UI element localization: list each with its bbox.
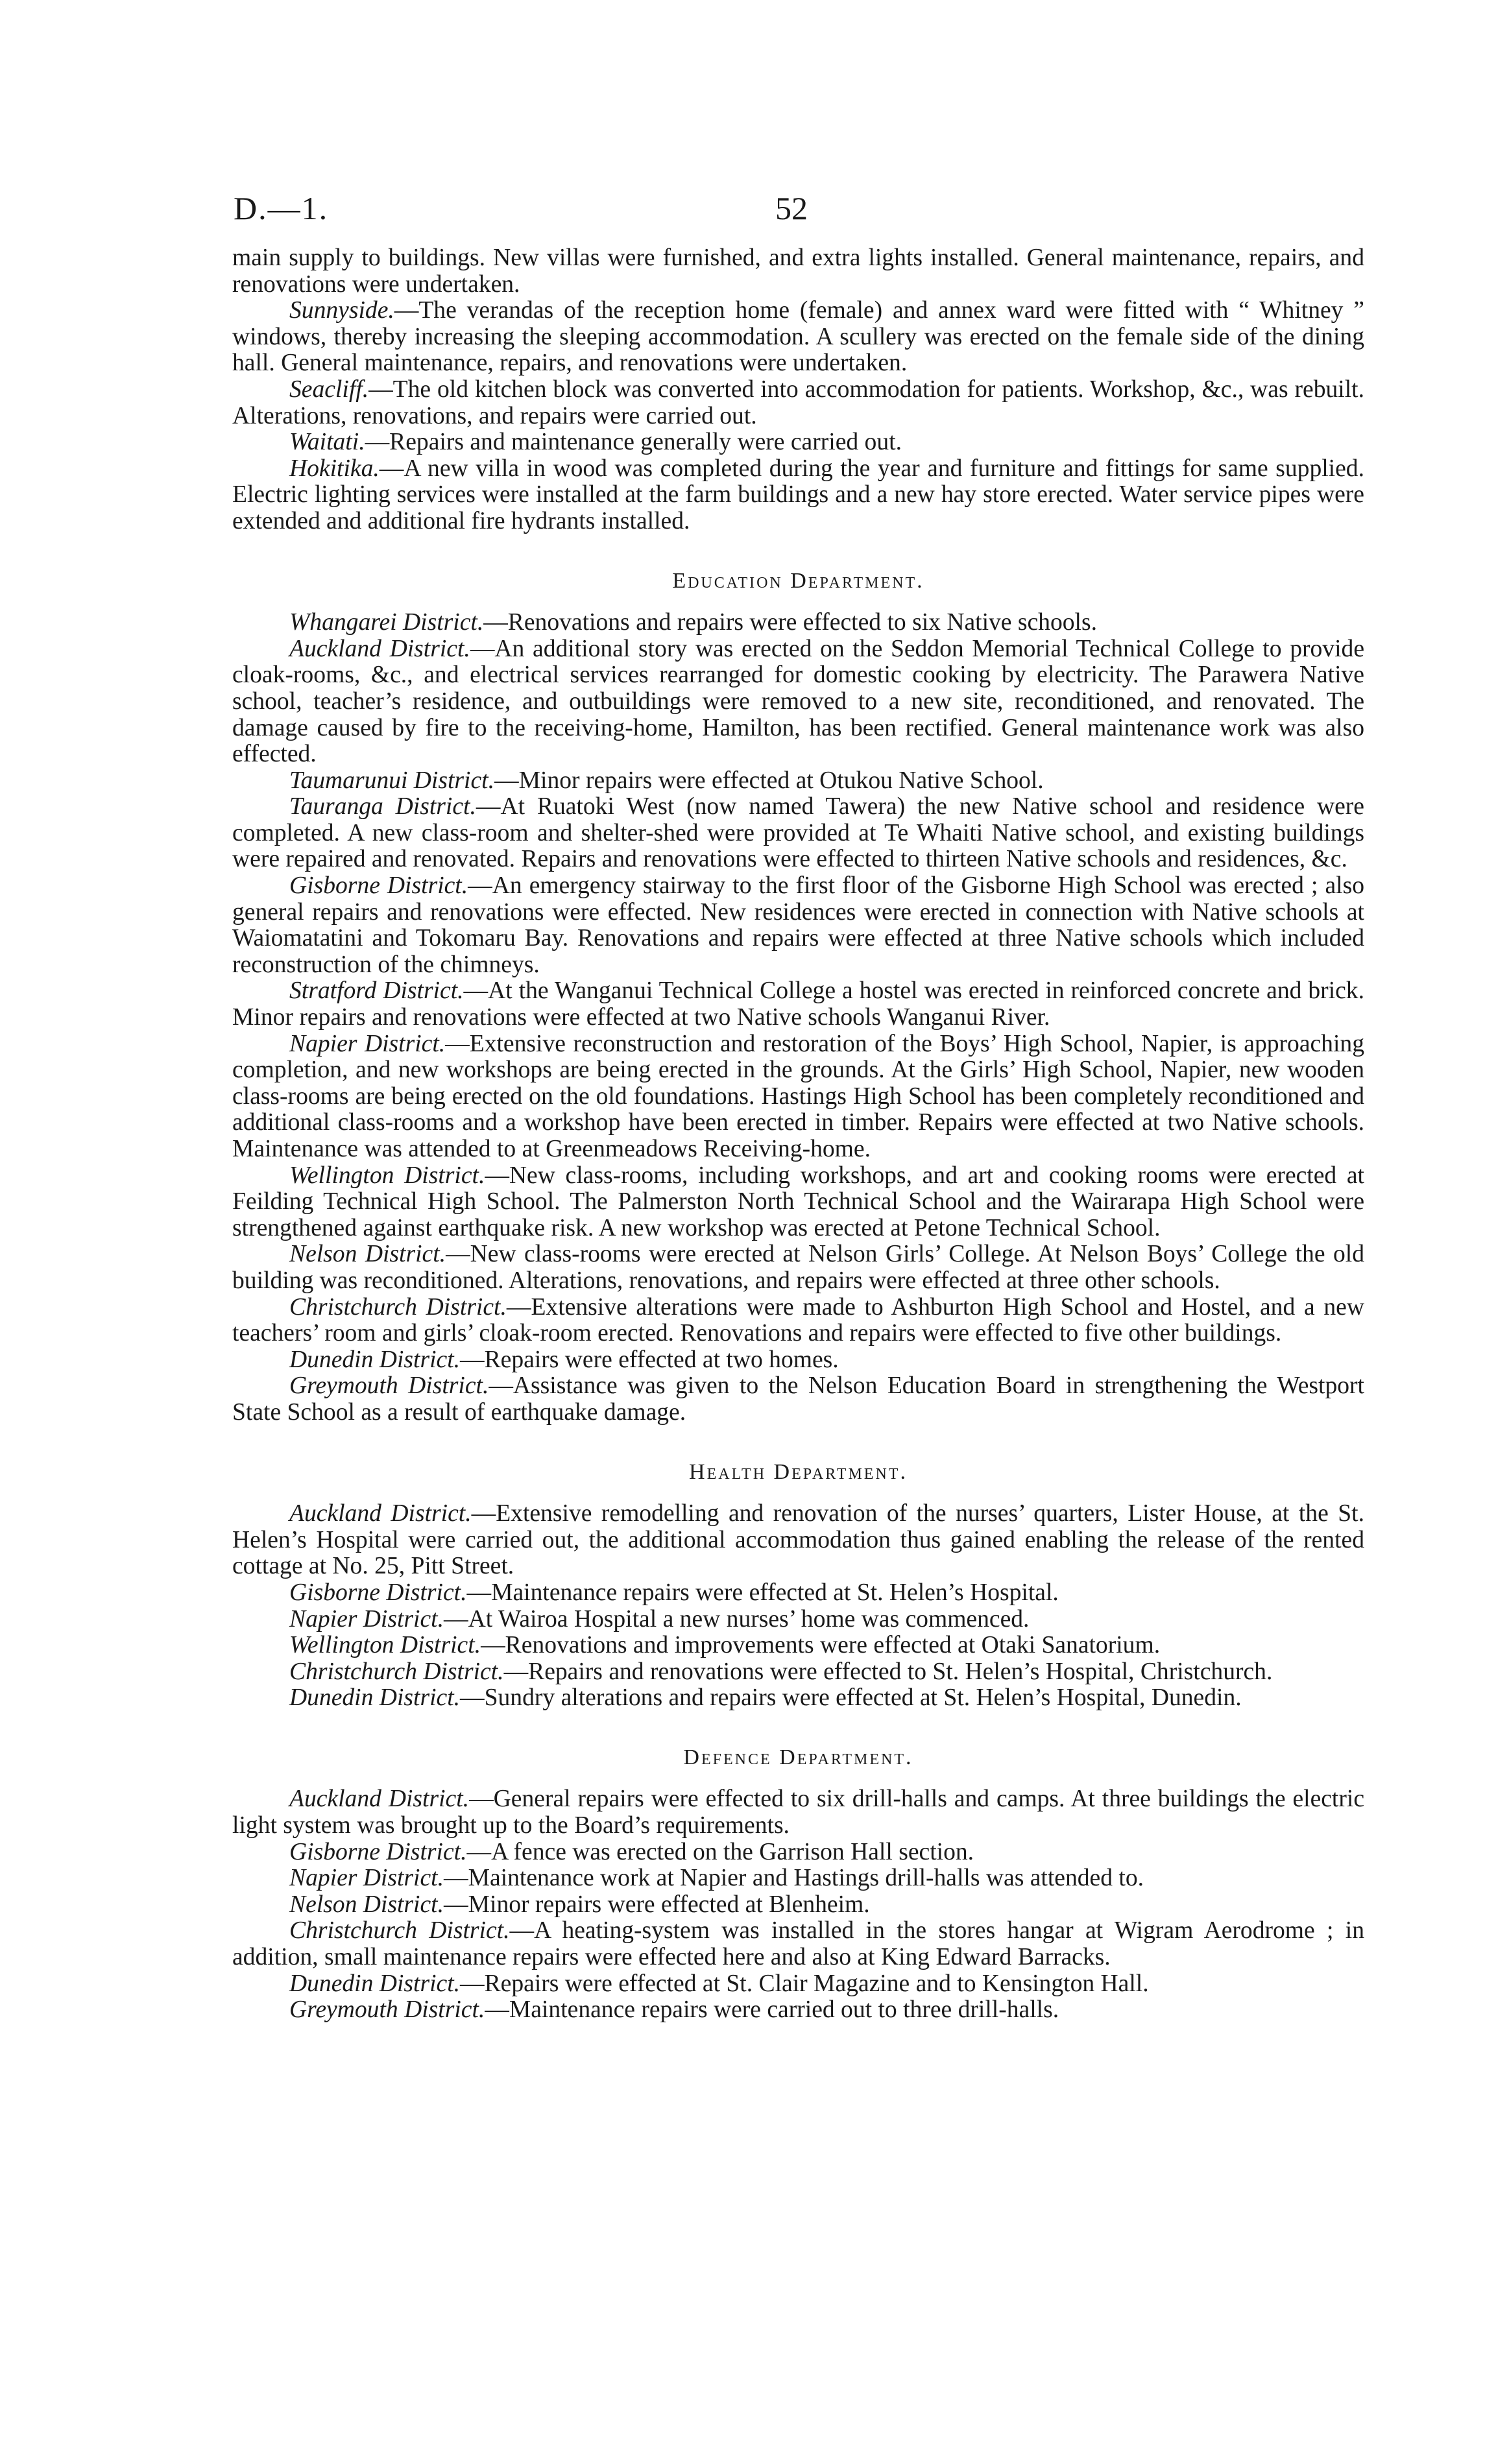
district-paragraph: Gisborne District.—Maintenance repairs were effected at St. Helen’s Hospital. bbox=[289, 1579, 1059, 1606]
district-paragraph: Greymouth District.—Maintenance repairs were carried out to three drill-halls. bbox=[289, 1996, 1059, 2024]
document-body bbox=[232, 245, 1364, 2024]
district-paragraph: Tauranga District.—At Ruatoki West (now named Tawera) the new Native school and residence were completed. A new class-room and shelter-shed were provided at Te Whaiti Native school, and existing buildings were repaired and renovated. Repairs and renovations were effected to thirteen Native schools and residences, &c. bbox=[232, 793, 1364, 873]
document-reference: D.—1. bbox=[234, 190, 329, 226]
district-paragraph: Dunedin District.—Sundry alterations and repairs were effected at St. Helen’s Hospital, Dunedin. bbox=[289, 1684, 1242, 1712]
district-paragraph: Wellington District.—New class-rooms, including workshops, and art and cooking rooms were erected at Feilding Technical High School. The Palmerston North Technical School and the Wairarapa High School were strengthened against earthquake risk. A new workshop was erected at Petone Technical School. bbox=[232, 1162, 1364, 1241]
district-paragraph: Greymouth District.—Assistance was given to the Nelson Education Board in strengthening the Westport State School as a result of earthquake damage. bbox=[232, 1372, 1364, 1426]
paragraph: Hokitika.—A new villa in wood was completed during the year and furniture and fittings for same supplied. Electric lighting services were installed at the farm buildings and a new hay store erected. Water service pipes were extended and additional fire hydrants installed. bbox=[232, 455, 1364, 534]
district-paragraph: Gisborne District.—A fence was erected on the Garrison Hall section. bbox=[289, 1838, 974, 1865]
district-paragraph: Stratford District.—At the Wanganui Technical College a hostel was erected in reinforced concrete and brick. Minor repairs and renovations were effected at two Native schools Wanganui River. bbox=[232, 977, 1364, 1031]
paragraph: Seacliff.—The old kitchen block was converted into accommodation for patients. Workshop, &c., was rebuilt. Alterations, renovations, and repairs were carried out. bbox=[232, 376, 1364, 429]
district-paragraph: Dunedin District.—Repairs were effected at two homes. bbox=[289, 1346, 839, 1373]
district-paragraph: Taumarunui District.—Minor repairs were effected at Otukou Native School. bbox=[289, 767, 1044, 794]
paragraph: Waitati.—Repairs and maintenance generally were carried out. bbox=[289, 429, 902, 456]
paragraph: main supply to buildings. New villas were furnished, and extra lights installed. General maintenance, repairs, and renovations were undertaken. bbox=[232, 245, 1364, 298]
district-paragraph: Nelson District.—Minor repairs were effected at Blenheim. bbox=[289, 1891, 870, 1918]
district-paragraph: Auckland District.—General repairs were effected to six drill-halls and camps. At three buildings the electric light system was brought up to the Board’s requirements. bbox=[232, 1786, 1364, 1839]
district-paragraph: Nelson District.—New class-rooms were erected at Nelson Girls’ College. At Nelson Boys’ College the old building was reconditioned. Alterations, renovations, and repairs were effected at three other schools. bbox=[232, 1241, 1364, 1294]
district-paragraph: Gisborne District.—An emergency stairway to the first floor of the Gisborne High School was erected ; also general repairs and renovations were effected. New residences were erected in connection with Native schools at Waiomatatini and Tokomaru Bay. Renovations and repairs were effected at three Native schools which included reconstruction of the chimneys. bbox=[232, 872, 1364, 978]
page-number: 52 bbox=[775, 190, 808, 226]
district-paragraph: Auckland District.—An additional story was erected on the Seddon Memorial Technical College to provide cloak-rooms, &c., and electrical services rearranged for domestic cooking by electricity. The Parawera Native school, teacher’s residence, and outbuildings were removed to a new site, reconditioned, and renovated. The damage caused by fire to the receiving-home, Hamilton, has been rectified. General maintenance work was also effected. bbox=[232, 635, 1365, 768]
district-paragraph: Christchurch District.—A heating-system was installed in the stores hangar at Wigram Aerodrome ; in addition, small maintenance repairs were effected here and also at King Edward Barracks. bbox=[232, 1917, 1364, 1971]
district-paragraph: Wellington District.—Renovations and improvements were effected at Otaki Sanatorium. bbox=[289, 1632, 1161, 1659]
section-heading-health: Health Department. bbox=[689, 1459, 908, 1484]
district-paragraph: Auckland District.—Extensive remodelling and renovation of the nurses’ quarters, Lister House, at the St. Helen’s Hospital were carried out, the additional accommodation thus gained enabling the release of the rented cottage at No. 25, Pitt Street. bbox=[232, 1500, 1364, 1580]
district-paragraph: Napier District.—At Wairoa Hospital a new nurses’ home was commenced. bbox=[289, 1605, 1030, 1633]
district-paragraph: Napier District.—Extensive reconstruction and restoration of the Boys’ High School, Napier, is approaching completion, and new workshops are being erected in the grounds. At the Girls’ High School, Napier, new wooden class-rooms are being erected on the old foundations. Hastings High School has been completely reconditioned and additional class-rooms and a workshop have been erected in timber. Repairs were effected at two Native schools. Maintenance was attended to at Greenmeadows Receiving-home. bbox=[232, 1030, 1364, 1162]
district-paragraph: Napier District.—Maintenance work at Napier and Hastings drill-halls was attended to. bbox=[289, 1865, 1144, 1892]
district-paragraph: Christchurch District.—Repairs and renovations were effected to St. Helen’s Hospital, Christchurch. bbox=[289, 1658, 1273, 1685]
district-paragraph: Dunedin District.—Repairs were effected at St. Clair Magazine and to Kensington Hall. bbox=[289, 1970, 1149, 1997]
paragraph: Sunnyside.—The verandas of the reception home (female) and annex ward were fitted with “ Whitney ” windows, thereby increasing the sleeping accommodation. A scullery was erected on the female side of the dining hall. General maintenance, repairs, and renovations were undertaken. bbox=[232, 297, 1364, 377]
district-paragraph: Whangarei District.—Renovations and repairs were effected to six Native schools. bbox=[289, 609, 1098, 636]
district-paragraph: Christchurch District.—Extensive alterations were made to Ashburton High School and Hostel, and a new teachers’ room and girls’ cloak-room erected. Renovations and repairs were effected to five other buildings. bbox=[232, 1293, 1364, 1347]
section-heading-education: Education Department. bbox=[672, 568, 924, 593]
section-heading-defence: Defence Department. bbox=[683, 1745, 913, 1769]
